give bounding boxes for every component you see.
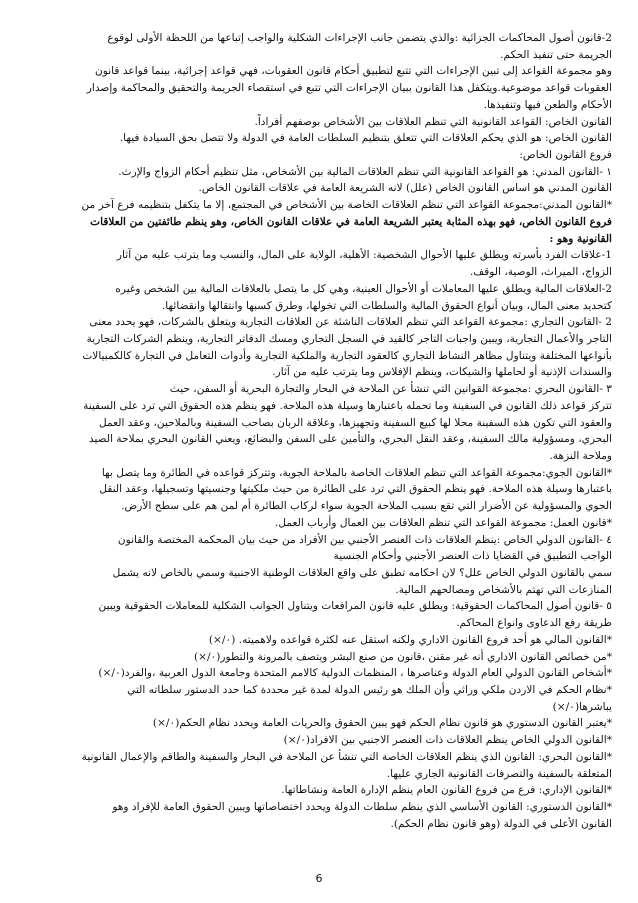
text-line: التاجر والأعمال التجارية، ويبين واجبات التاجر كالقيد في السجل التجاري ومسك الدفاتر التجارية، وينظم الشركات التجارية	[86, 332, 612, 345]
text-line: ٤ -القانون الدولي الخاص :ينظم العلاقات ذات العنصر الأجنبي بين الأفراد من حيث بيان المحكمة المختصة والقانون	[117, 533, 612, 546]
text-line: 2-قانون أصول المحاكمات الجزائية :والذي يتضمن جانب الإجراءات الشكلية والواجب إتباعها من اللحظة الأولى لوقوع	[107, 32, 612, 44]
text-line: *القانون الإداري: فرع من فروع القانون العام ينظم الإدارة العامة ونشاطاتها.	[281, 784, 612, 797]
text-line: بأنواعها المختلفة ويتناول مظاهر النشاط التجاري كالعقود التجارية والملكية التجارية وأدوات التعامل في التجارة كالكمبيالات	[82, 349, 612, 362]
text-line: ٥ -قانون أصول المحاكمات الحقوقية: ويطلق عليه قانون المرافعات ويتناول الجوانب الشكلية للمعاملات الحقوقية ويبين	[98, 600, 612, 613]
text-line: الواجب التطبيق في القضايا ذات العنصر الأجنبي وأحكام الجنسية	[333, 550, 612, 563]
text-line: 2-العلاقات المالية ويطلق عليها المعاملات أو الأحوال العينية، وهي كل ما يتصل بالعلاقات المالية بين الشخص وغيره	[115, 282, 612, 295]
text-line: البحري، ومسؤولية مالك السفينة، وعقد النقل البحري، والتأمين على السفن والبضائع، ويعني القانون البحري بملاحة الصيد	[88, 433, 612, 446]
text-line: *القانون المدني:مجموعة القواعد التي تنظم العلاقات الخاصة بين الأشخاص في المجتمع، إلا ما يتكفل بتنظيمه فرع آخر من	[81, 199, 612, 212]
text-line: فروع القانون الخاص:	[519, 149, 612, 162]
text-line: *القانون الجوي:مجموعة القواعد التي تنظم العلاقات الخاصة بالملاحة الجوية، وتتركز قواعده في الطائرة وما يتصل بها	[101, 466, 612, 479]
text-line: *قانون العمل: مجموعة القواعد التي تنظم العلاقات بين العمال وأرباب العمل.	[274, 516, 612, 529]
text-line: الجوي والمسؤولية عن الأضرار التي تقع بسبب الملاحة الجوية سواء لركاب الطائرة أم لمن هم على سطح الأرض.	[121, 500, 612, 513]
text-line: *القانون الدولي الخاص ينظم العلاقات ذات العنصر الاجنبي بين الافراد(٠/×)	[283, 734, 612, 747]
text-line: القانون الأعلى في الدولة (وهو قانون نظام الحكم).	[390, 817, 612, 830]
text-line: *القانون الدستوري: القانون الأساسي الذي ينظم سلطات الدولة ويحدد اختصاصاتها ويبين الحقوق العامة للإفراد وهو	[112, 801, 612, 814]
page-number: 6	[315, 872, 323, 885]
text-line: القانون المدني هو اساس القانون الخاص (علل) لانه الشريعة العامة في علاقات القانون الخاص.	[198, 182, 612, 195]
text-line: المتعلقة بالسفينة والتصرفات القانونية الجاري عليها.	[386, 767, 612, 780]
body-text	[24, 30, 612, 833]
text-line: تتركز قواعد ذلك القانون في السفينة وما تحمله باعتبارها وسيلة هذه الملاحة. فهو ينظم هذه الحقوق التي ترد على السفينة	[83, 399, 612, 412]
text-line: والعقود التي تكون هذه السفينة محلا لها كبيع السفينة وتجهيزها، وعلاقة الربان بصاحب السفينة وبالملاحين، وعقد العمل	[98, 416, 612, 429]
text-line: *نظام الحكم في الاردن ملكي وراثي وأن الملك هو رئيس الدولة لمدة غير محددة كما حدد الدستور سلطاته التي	[127, 684, 612, 697]
text-line: الزواج، الميراث، الوصية، الوقف.	[469, 266, 612, 279]
text-line: الأحكام والطعن فيها وتنفيذها.	[483, 98, 612, 111]
text-line: الجريمة حتى تنفيذ الحكم.	[500, 48, 612, 61]
text-line: 2 -القانون التجاري :مجموعة القواعد التي تنظم العلاقات الناشئة عن العلاقات التجارية ويتعلق بالشركات، فهو يحدد معنى	[89, 316, 612, 329]
text-line: سمي بالقانون الدولي الخاص علل؟ لان احكامه تطبق على واقع العلاقات الوطنية الاجنبية وسمي بالخاص لانه يشمل	[112, 567, 612, 579]
text-line: *أشخاص القانون الدولي العام الدولة وعناصرها ، المنظمات الدولية كالامم المتحدة وجامعة الدول العربية ،والفرد(٠/×)	[98, 667, 612, 680]
text-line: فروع القانون الخاص، فهو بهذه المثابة يعتبر الشريعة العامة في علاقات القانون الخاص، وهو ينظم طائفتين من العلاقات	[90, 215, 612, 228]
text-line: *من خصائص القانون الاداري أنه غير مقنن ،قانون من صنع البشر ويتصف بالمرونة والتطور(٠/×)	[193, 650, 612, 663]
text-line: القانون الخاص: هو الذي يحكم العلاقات التي تتعلق بتنظيم السلطات العامة في الدولة ولا تتصل بحق السيادة فيها.	[119, 132, 612, 145]
text-line: المنازعات التي تهتم بالأشخاص ومصالحهم المالية.	[395, 583, 612, 596]
text-line: والسندات الإذنية أو لحاملها والشيكات، وينظم الإفلاس وما يترتب عليه من آثار.	[272, 366, 612, 379]
text-line: باعتبارها وسيلة هذه الملاحة. فهو ينظم الحقوق التي ترد على الطائرة من حيث ملكيتها وجنسيتها وتسجيلها، وعقد النقل	[99, 483, 612, 496]
text-line: العقوبات قواعد موضوعية.ويتكفل هذا القانون ببيان الإجراءات التي تتبع في استقصاء الجريمة والتحقيق والمحاكمة وإصدار	[86, 82, 612, 95]
text-line: القانونية وهو :	[549, 232, 612, 245]
text-line: وهو مجموعة القواعد إلى تبين الإجراءات التي تتبع لتطبيق أحكام قانون العقوبات، فهي قواعد إجرائية، بينما قواعد قانون	[94, 65, 612, 78]
text-line: وملاحة النزهة.	[549, 449, 612, 462]
text-line: ٣ -القانون البحري :مجموعة القوانين التي تنشأ عن الملاحة في البحار والتجارة البحرية أو السفن، حيث	[169, 383, 612, 396]
text-line: 1-علاقات الفرد بأسرته ويطلق عليها الأحوال الشخصية: الأهلية، الولاية على المال، والنسب وما يترتب عليه من آثار	[116, 249, 612, 262]
text-line: ١ -القانون المدني: هو القواعد القانونية التي تنظم العلاقات المالية بين الأشخاص، مثل تنظيم أحكام الزواج والإرث.	[118, 165, 612, 178]
text-line: *القانون البحري: القانون الذي ينظم العلاقات الخاصة التي تنشأ عن الملاحة في البحار والسفينة والطاقم والإعمال القانونية	[81, 750, 612, 763]
text-line: *يعتبر القانون الدستوري هو قانون نظام الحكم فهو يبين الحقوق والحريات العامة ويحدد نظام الحكم(٠/×)	[152, 717, 612, 730]
text-line: طريقة رفع الدعاوى وانواع المحاكم.	[456, 617, 612, 630]
text-line: يباشرها(٠/×)	[552, 700, 612, 713]
text-line: *القانون المالي هو أحد فروع القانون الاداري ولكنه استقل عنه لكثرة قواعده ولاهميته. (٠/×)	[208, 633, 612, 646]
text-line: كتحديد معنى المال، وبيان أنواع الحقوق المالية والسلطات التي تخولها، وطرق كسبها وانتقالها وانقضائها.	[161, 299, 612, 312]
text-line: القانون الخاص: القواعد القانونية التي تنظم العلاقات بين الأشخاص بوصفهم أفراداً.	[254, 115, 612, 128]
